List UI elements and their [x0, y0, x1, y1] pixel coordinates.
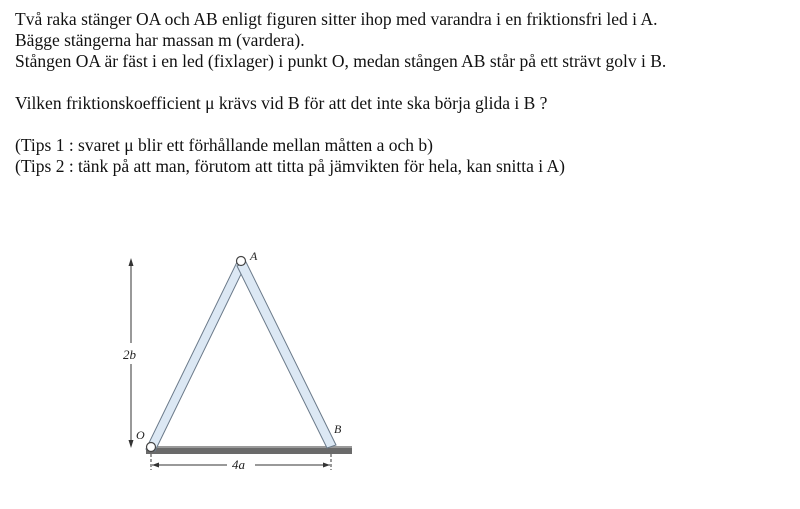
- problem-line-2: Bägge stängerna har massan m (vardera).: [15, 30, 305, 50]
- spacer: [15, 72, 800, 93]
- arrow-left-icon: [152, 463, 159, 468]
- arrow-up-icon: [129, 258, 134, 266]
- bar-oa: [146, 262, 245, 451]
- bar-ab: [237, 262, 336, 448]
- tip-2: (Tips 2 : tänk på att man, förutom att titta på jämvikten för hela, kan snitta i A): [15, 156, 566, 176]
- label-4a: 4a: [232, 457, 245, 472]
- problem-line-1: Två raka stänger OA och AB enligt figuren sitter ihop med varandra i en friktionsfri led i A.: [15, 9, 658, 29]
- spacer: [15, 114, 800, 135]
- label-2b: 2b: [123, 347, 136, 362]
- figure-svg: [110, 240, 370, 490]
- arrow-right-icon: [323, 463, 330, 468]
- hinge-a: [237, 257, 246, 266]
- tip-1: (Tips 1 : svaret μ blir ett förhållande mellan måtten a och b): [15, 135, 433, 155]
- question-line: Vilken friktionskoefficient μ krävs vid B för att det inte ska börja glida i B ?: [15, 93, 548, 113]
- label-a: A: [250, 249, 258, 263]
- floor-highlight: [146, 446, 352, 448]
- label-b: B: [334, 422, 342, 436]
- problem-text: [15, 9, 800, 177]
- problem-line-3: Stången OA är fäst i en led (fixlager) i punkt O, medan stången AB står på ett strävt golv i B.: [15, 51, 667, 71]
- arrow-down-icon: [129, 440, 134, 448]
- mechanics-figure: [110, 240, 370, 490]
- label-o: O: [136, 428, 145, 442]
- hinge-o: [147, 443, 156, 452]
